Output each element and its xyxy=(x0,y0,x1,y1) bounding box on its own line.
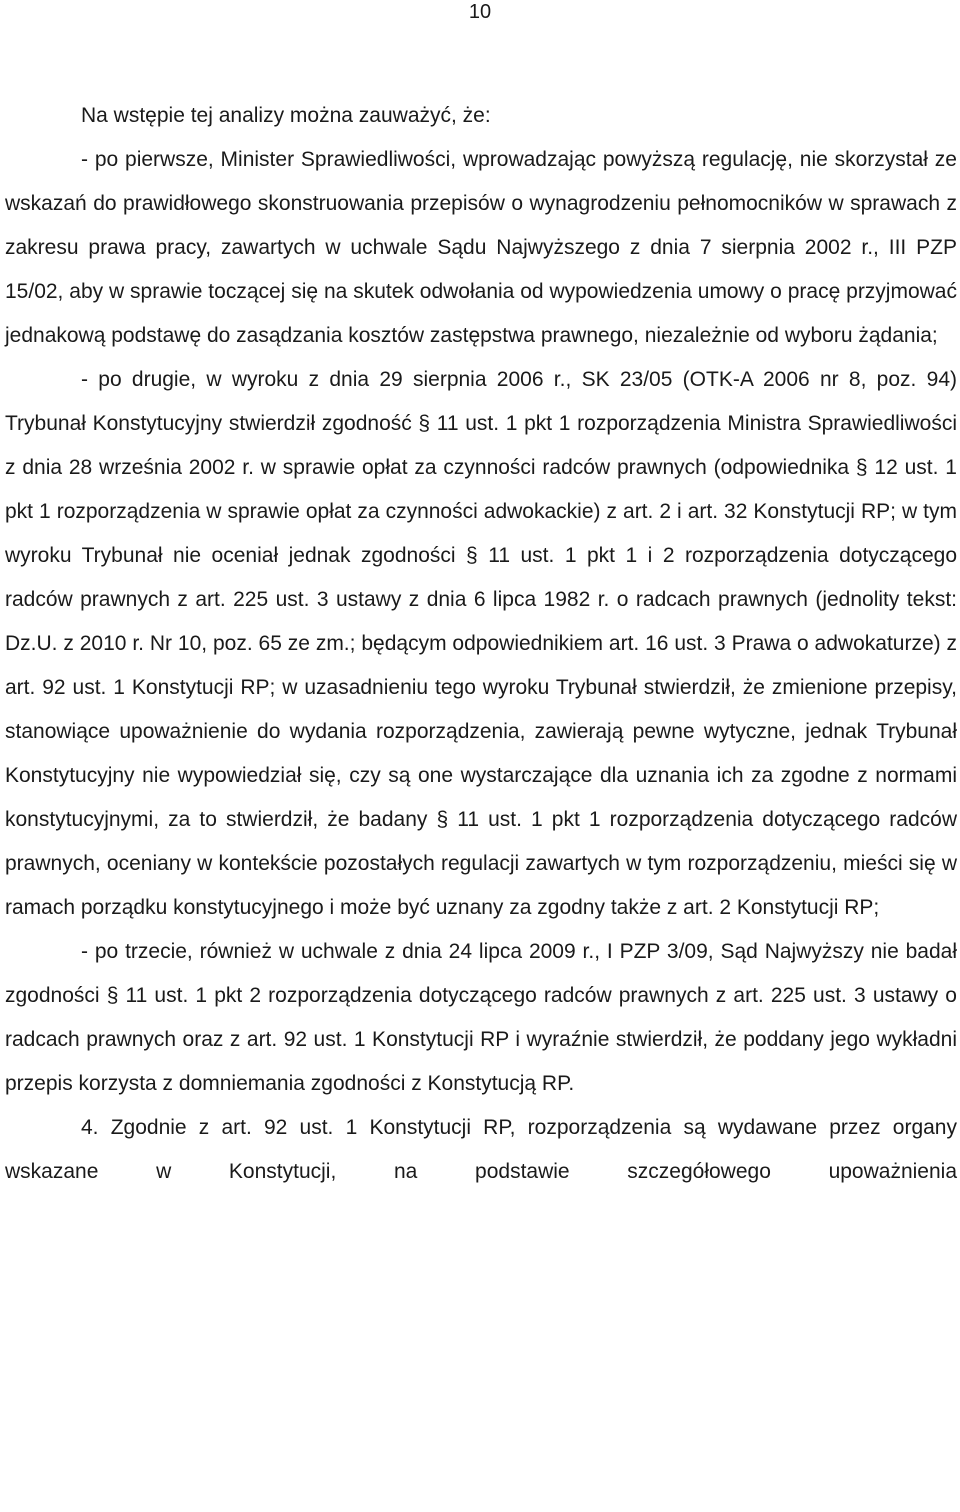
document-body xyxy=(5,94,957,1194)
paragraph-first-point: - po pierwsze, Minister Sprawiedliwości, wprowadzając powyższą regulację, nie skorzystał ze wskazań do prawidłowego skonstruowania przepisów o wynagrodzeniu pełnomocników w sprawach z zakresu prawa pracy, zawartych w uchwale Sądu Najwyższego z dnia 7 sierpnia 2002 r., III PZP 15/02, aby w sprawie toczącej się na skutek odwołania od wypowiedzenia umowy o pracę przyjmować jednakową podstawę do zasądzania kosztów zastępstwa prawnego, niezależnie od wyboru żądania; xyxy=(5,148,957,347)
paragraph-third-point: - po trzecie, również w uchwale z dnia 24 lipca 2009 r., I PZP 3/09, Sąd Najwyższy nie badał zgodności § 11 ust. 1 pkt 2 rozporządzenia dotyczącego radców prawnych z art. 225 ust. 3 ustawy o radcach prawnych oraz z art. 92 ust. 1 Konstytucji RP i wyraźnie stwierdził, że poddany jego wykładni przepis korzysta z domniemania zgodności z Konstytucją RP. xyxy=(5,940,957,1095)
paragraph-second-point: - po drugie, w wyroku z dnia 29 sierpnia 2006 r., SK 23/05 (OTK-A 2006 nr 8, poz. 94) Trybunał Konstytucyjny stwierdził zgodność § 11 ust. 1 pkt 1 rozporządzenia Ministra Sprawiedliwości z dnia 28 września 2002 r. w sprawie opłat za czynności radców prawnych (odpowiednika § 12 ust. 1 pkt 1 rozporządzenia w sprawie opłat za czynności adwokackie) z art. 2 i art. 32 Konstytucji RP; w tym wyroku Trybunał nie oceniał jednak zgodności § 11 ust. 1 pkt 1 i 2 rozporządzenia dotyczącego radców prawnych z art. 225 ust. 3 ustawy z dnia 6 lipca 1982 r. o radcach prawnych (jednolity tekst: Dz.U. z 2010 r. Nr 10, poz. 65 ze zm.; będącym odpowiednikiem art. 16 ust. 3 Prawa o adwokaturze) z art. 92 ust. 1 Konstytucji RP; w uzasadnieniu tego wyroku Trybunał stwierdził, że zmienione przepisy, stanowiące upoważnienie do wydania rozporządzenia, zawierają pewne wytyczne, jednak Trybunał Konstytucyjny nie wypowiedział się, czy są one wystarczające dla uznania ich za zgodne z normami konstytucyjnymi, za to stwierdził, że badany § 11 ust. 1 pkt 1 rozporządzenia dotyczącego radców prawnych, oceniany w kontekście pozostałych regulacji zawartych w tym rozporządzeniu, mieści się w ramach porządku konstytucyjnego i może być uznany za zgodny także z art. 2 Konstytucji RP; xyxy=(5,368,957,919)
paragraph-intro: Na wstępie tej analizy można zauważyć, że: xyxy=(81,104,491,127)
page-number: 10 xyxy=(468,1,492,23)
paragraph-point-four: 4. Zgodnie z art. 92 ust. 1 Konstytucji RP, rozporządzenia są wydawane przez organy wskazane w Konstytucji, na podstawie szczegółowego upoważnienia xyxy=(5,1116,957,1183)
